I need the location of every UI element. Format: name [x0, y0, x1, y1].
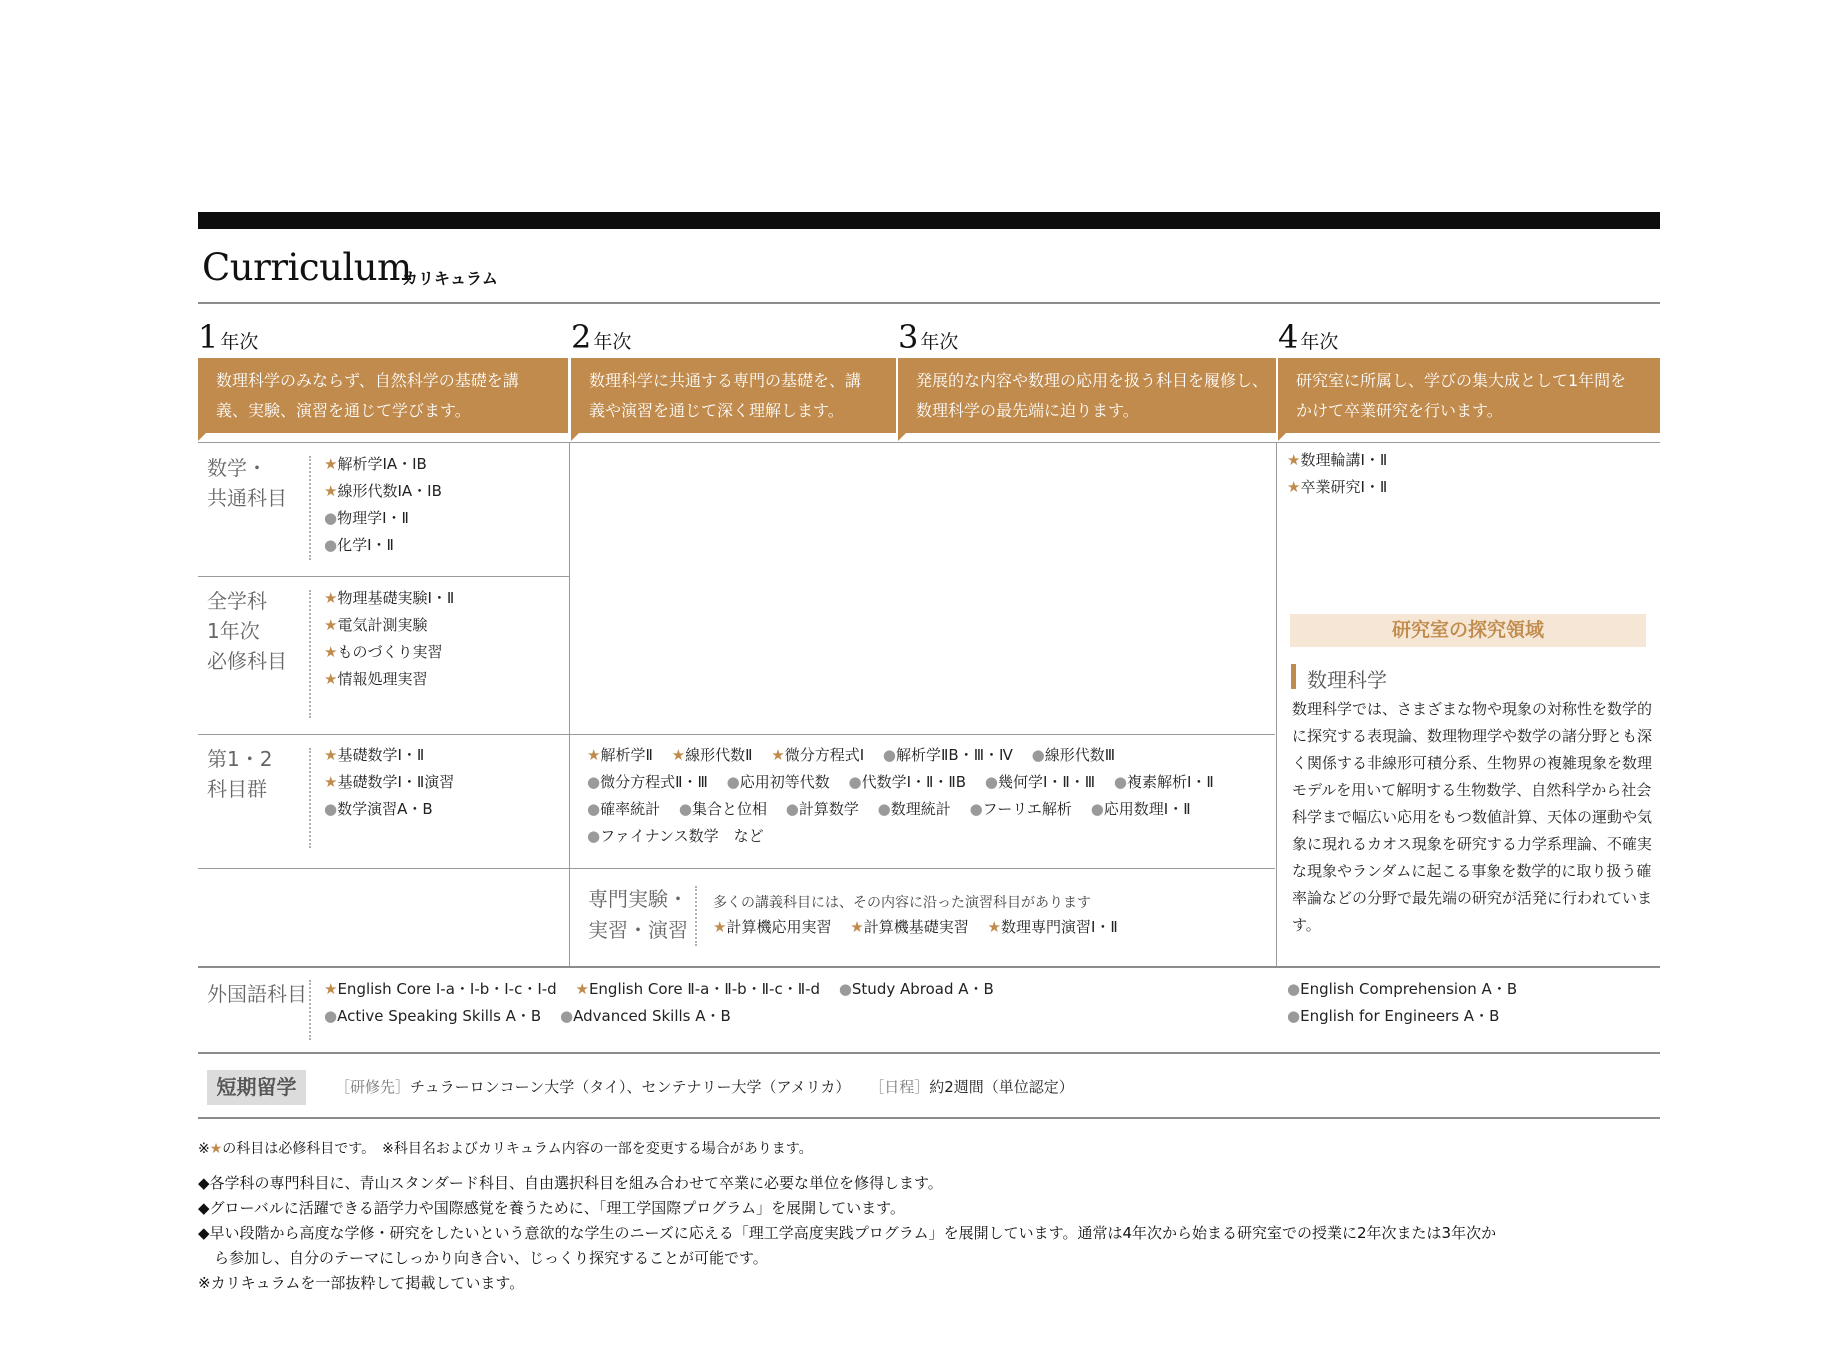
dotted-separator [695, 886, 697, 946]
list-item: ●Active Speaking Skills A・B [324, 1007, 542, 1025]
list-item: ●応用数理Ⅰ・Ⅱ [1090, 800, 1191, 818]
band-notch [571, 433, 579, 441]
list-item: ●English for Engineers A・B [1287, 1007, 1500, 1025]
list-item: ●代数学Ⅰ・Ⅱ・ⅡB [848, 773, 967, 791]
list-item: ★卒業研究Ⅰ・Ⅱ [1287, 478, 1388, 496]
list-item: ★線形代数Ⅱ [671, 746, 753, 764]
year-3-heading: 3 年次 [898, 318, 959, 356]
list-item: ★基礎数学Ⅰ・Ⅱ演習 [324, 773, 455, 791]
grid-line [198, 1052, 1660, 1054]
all-dept-list [324, 585, 454, 693]
list-item: ●解析学ⅡB・Ⅲ・Ⅳ [882, 746, 1013, 764]
band-notch [1278, 433, 1286, 441]
list-item: ●数理統計 [877, 800, 951, 818]
short-study-label: 短期留学 [207, 1070, 306, 1105]
lab-heading: 研究室の探究領域 [1290, 614, 1646, 647]
lab-title: 数理科学 [1307, 668, 1387, 692]
dotted-separator [309, 980, 311, 1040]
year-1-heading: 1 年次 [198, 318, 259, 356]
grid-line [198, 576, 569, 577]
grid-line [198, 868, 1275, 869]
dotted-separator [309, 456, 311, 560]
list-item: ●物理学Ⅰ・Ⅱ [324, 509, 409, 527]
grid-line [198, 442, 1660, 443]
list-item: ★ものづくり実習 [324, 643, 443, 661]
top-bar [198, 212, 1660, 229]
list-item: ★微分方程式Ⅰ [771, 746, 865, 764]
grid-line [569, 734, 1275, 735]
list-item: ★物理基礎実験Ⅰ・Ⅱ [324, 589, 455, 607]
band-notch [198, 433, 206, 441]
short-study-info: ［研修先］チュラーロンコーン大学（タイ）、センテナリー大学（アメリカ） ［日程］約2週間（単位認定） [335, 1078, 1074, 1096]
grid-line [1276, 442, 1277, 966]
year-2-heading: 2 年次 [571, 318, 632, 356]
grid-line [198, 966, 1660, 968]
footnote-2: ◆グローバルに活躍できる語学力や国際感覚を養うために、「理工学国際プログラム」を展開しています。 [198, 1199, 905, 1217]
list-item: ●Advanced Skills A・B [560, 1007, 731, 1025]
footnote-3a: ◆早い段階から高度な学修・研究をしたいという意欲的な学生のニーズに応える「理工学高度実践プログラム」を展開しています。通常は4年次から始まる研究室での授業に2年次または3年次か [198, 1224, 1497, 1242]
list-item: ★解析学Ⅱ [587, 746, 653, 764]
foreign-year4-list [1287, 976, 1517, 1030]
list-item: ★English Core Ⅰ-a・Ⅰ-b・Ⅰ-c・Ⅰ-d [324, 980, 557, 998]
list-item: ●Study Abroad A・B [838, 980, 994, 998]
category-groups: 第1・2 科目群 [207, 747, 273, 801]
list-item: ★計算機応用実習 [713, 918, 832, 936]
list-item: ●応用初等代数 [726, 773, 830, 791]
list-item: ★解析学ⅠA・ⅠB [324, 455, 427, 473]
year-3-description: 発展的な内容や数理の応用を扱う科目を履修し、 数理科学の最先端に迫ります。 [898, 358, 1276, 433]
list-item: ★線形代数ⅠA・ⅠB [324, 482, 442, 500]
lab-title-bar [1291, 664, 1296, 689]
page-subtitle: カリキュラム [402, 269, 498, 288]
math-common-list [324, 451, 442, 559]
year-2-description: 数理科学に共通する専門の基礎を、講 義や演習を通じて深く理解します。 [571, 358, 896, 433]
list-item: ●微分方程式Ⅱ・Ⅲ [587, 773, 708, 791]
footnote-4: ※カリキュラムを一部抜粋して掲載しています。 [198, 1274, 525, 1292]
category-foreign: 外国語科目 [207, 982, 307, 1006]
list-item: ●ファイナンス数学 など [587, 827, 764, 845]
list-item: ●複素解析Ⅰ・Ⅱ [1113, 773, 1214, 791]
experiments-note: 多くの講義科目には、その内容に沿った演習科目があります [713, 895, 1091, 911]
list-item: ★数理専門演習Ⅰ・Ⅱ [987, 918, 1118, 936]
title-divider [198, 302, 1660, 304]
category-math-common: 数学・ 共通科目 [207, 456, 287, 510]
dotted-separator [309, 590, 311, 718]
list-item: ●English Comprehension A・B [1287, 980, 1518, 998]
dotted-separator [309, 748, 311, 848]
list-item: ●幾何学Ⅰ・Ⅱ・Ⅲ [984, 773, 1096, 791]
foreign-list [324, 976, 1008, 1030]
legend-note: ※★の科目は必修科目です。 ※科目名およびカリキュラム内容の一部を変更する場合があります。 [198, 1141, 813, 1157]
grid-line [198, 734, 569, 735]
list-item: ●フーリエ解析 [969, 800, 1072, 818]
year4-list [1287, 447, 1387, 501]
list-item: ●化学Ⅰ・Ⅱ [324, 536, 394, 554]
footnote-3b: ら参加し、自分のテーマにしっかり向き合い、じっくり探究することが可能です。 [214, 1249, 768, 1267]
list-item: ★基礎数学Ⅰ・Ⅱ [324, 746, 425, 764]
lab-description: 数理科学では、さまざまな物や現象の対称性を数学的に探究する表現論、数理物理学や数学の諸分野とも深く関係する非線形可積分系、生物界の複雑現象を数理モデルを用いて解明する生物数学、自然科学から社会科学まで幅広い応用をもつ数値計算、天体の運動や気象に現れるカオス現象を研究する力学系理論、不確実な現象やランダムに起こる事象を数学的に取り扱う確率論などの分野で最先端の研究が活発に行われています。 [1292, 700, 1653, 934]
list-item: ●計算数学 [785, 800, 859, 818]
list-item: ●数学演習A・B [324, 800, 433, 818]
list-item: ●線形代数Ⅲ [1031, 746, 1116, 764]
experiments-list [713, 914, 1132, 941]
groups-year1-list [324, 742, 454, 823]
year-4-description: 研究室に所属し、学びの集大成として1年間を かけて卒業研究を行います。 [1278, 358, 1660, 433]
category-all-dept: 全学科 1年次 必修科目 [207, 589, 287, 673]
list-item: ●集合と位相 [678, 800, 767, 818]
page-title: Curriculum [202, 246, 412, 289]
list-item: ●確率統計 [587, 800, 661, 818]
list-item: ★計算機基礎実習 [850, 918, 969, 936]
footnote-1: ◆各学科の専門科目に、青山スタンダード科目、自由選択科目を組み合わせて卒業に必要な単位を修得します。 [198, 1174, 943, 1192]
year-4-heading: 4 年次 [1278, 318, 1339, 356]
year-1-description: 数理科学のみならず、自然科学の基礎を講 義、実験、演習を通じて学びます。 [198, 358, 568, 433]
list-item: ★数理輪講Ⅰ・Ⅱ [1287, 451, 1388, 469]
list-item: ★情報処理実習 [324, 670, 428, 688]
list-item: ★English Core Ⅱ-a・Ⅱ-b・Ⅱ-c・Ⅱ-d [575, 980, 821, 998]
category-experiments: 専門実験・ 実習・演習 [588, 887, 688, 942]
list-item: ★電気計測実験 [324, 616, 428, 634]
band-notch [898, 433, 906, 441]
groups-year23-list [587, 742, 1228, 850]
grid-line [198, 1117, 1660, 1119]
grid-line [569, 442, 570, 966]
